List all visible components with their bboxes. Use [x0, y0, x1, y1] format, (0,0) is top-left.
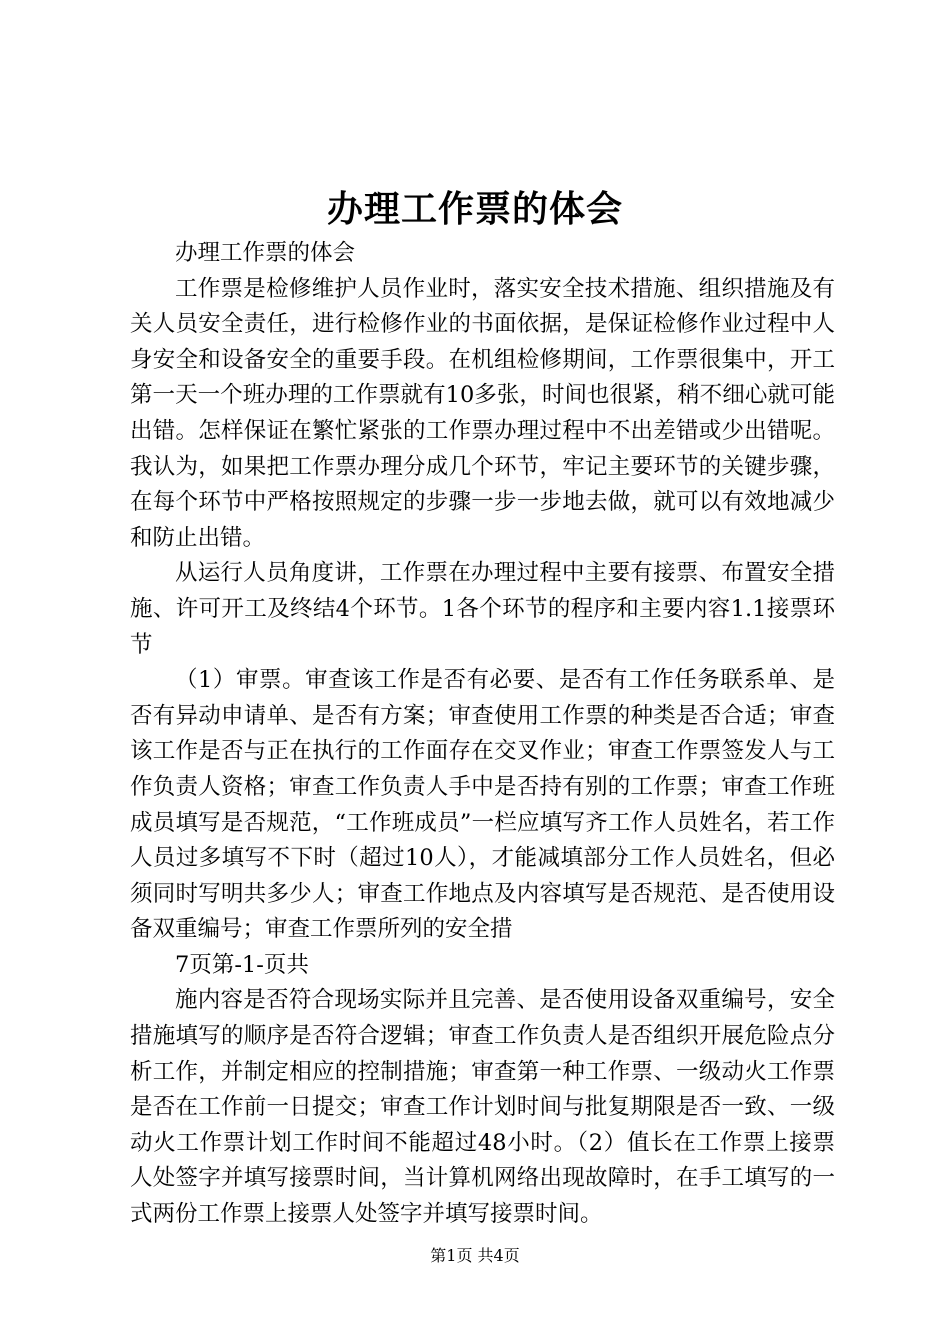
paragraph-continued: 施内容是否符合现场实际并且完善、是否使用设备双重编号，安全措施填写的顺序是否符合逻辑；审查工作负责人是否组织开展危险点分析工作，并制定相应的控制措施；审查第一种工作票、一级动火工作票是否在工作前一日提交；审查工作计划时间与批复期限是否一致、一级动火工作票计划工作时间不能超过48小时。（2）值长在工作票上接票人处签字并填写接票时间，当计算机网络出现故障时，在手工填写的一式两份工作票上接票人处签字并填写接票时间。: [130, 987, 835, 1228]
paragraph-subtitle: 办理工作票的体会: [175, 240, 356, 266]
page-footer: 第1页 共4页: [430, 1246, 520, 1265]
paragraph-stages: 从运行人员角度讲，工作票在办理过程中主要有接票、布置安全措施、许可开工及终结4个环节。1各个环节的程序和主要内容1.1接票环节: [130, 560, 835, 658]
paragraph-review: （1）审票。审查该工作是否有必要、是否有工作任务联系单、是否有异动申请单、是否有方案；审查使用工作票的种类是否合适；审查该工作是否与正在执行的工作面存在交叉作业；审查工作票签发人与工作负责人资格；审查工作负责人手中是否持有别的工作票；审查工作班成员填写是否规范，“工作班成员”一栏应填写齐工作人员姓名，若工作人员过多填写不下时（超过10人），才能减填部分工作人员姓名，但必须同时写明共多少人；审查工作地点及内容填写是否规范、是否使用设备双重编号；审查工作票所列的安全措: [130, 667, 835, 943]
page-title: 办理工作票的体会: [326, 188, 623, 230]
paragraph-intro: 工作票是检修维护人员作业时，落实安全技术措施、组织措施及有关人员安全责任，进行检修作业的书面依据，是保证检修作业过程中人身安全和设备安全的重要手段。在机组检修期间，工作票很集中，开工第一天一个班办理的工作票就有10多张，时间也很紧，稍不细心就可能出错。怎样保证在繁忙紧张的工作票办理过程中不出差错或少出错呢。我认为，如果把工作票办理分成几个环节，牢记主要环节的关键步骤，在每个环节中严格按照规定的步骤一步一步地去做，就可以有效地减少和防止出错。: [130, 275, 835, 551]
document-body: [130, 236, 835, 1233]
paragraph-page-marker: 7页第-1-页共: [175, 951, 309, 978]
